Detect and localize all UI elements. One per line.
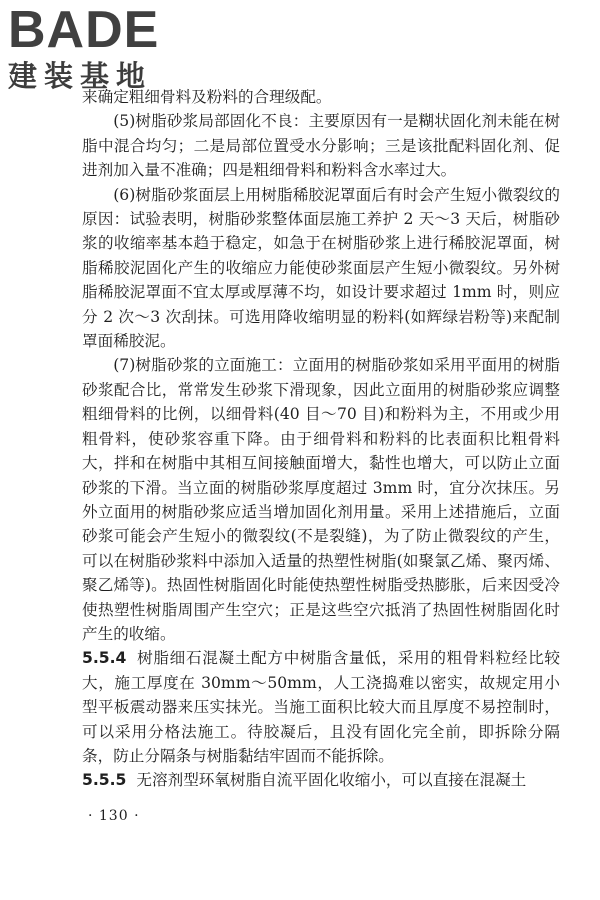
paragraph-item-7: (7)树脂砂浆的立面施工：立面用的树脂砂浆如采用平面用的树脂砂浆配合比，常常发生砂浆下滑现象，因此立面用的树脂砂浆应调整粗细骨料的比例，以细骨料(40 目～70 目)和粉料为主，不用或少用粗骨料，使砂浆容重下降。由于细骨料和粉料的比表面积比粗骨料大，拌和在树脂中其相互间接触面增大，黏性也增大，可以防止立面砂浆的下滑。当立面的树脂砂浆厚度超过 3mm 时，宜分次抹压。另外立面用的树脂砂浆应适当增加固化剂用量。采用上述措施后，立面砂浆可能会产生短小的微裂纹(不是裂缝)，为了防止微裂纹的产生，可以在树脂砂浆料中添加入适量的热塑性树脂(如聚氯乙烯、聚丙烯、聚乙烯等)。热固性树脂固化时能使热塑性树脂受热膨胀，后来因受冷使热塑性树脂周围产生空穴；正是这些空穴抵消了热固性树脂固化时产生的收缩。: [82, 356, 560, 643]
section-5-5-4: [82, 646, 560, 768]
section-number: 5.5.4: [82, 649, 127, 668]
paragraph-item-5: (5)树脂砂浆局部固化不良：主要原因有一是糊状固化剂未能在树脂中混合均匀；二是局部位置受水分影响；三是该批配料固化剂、促进剂加入量不准确；四是粗细骨料和粉料含水率过大。: [82, 112, 560, 180]
document-body: [82, 85, 560, 793]
bade-logo: [8, 1, 183, 96]
page-number: · 130 ·: [88, 808, 140, 824]
logo-brand-text: BADE: [8, 1, 160, 59]
section-text: 无溶剂型环氧树脂自流平固化收缩小，可以直接在混凝土: [136, 771, 527, 790]
section-5-5-5: [82, 768, 560, 792]
paragraph-continuation: 来确定粗细骨料及粉料的合理级配。: [82, 88, 332, 106]
section-number: 5.5.5: [82, 771, 127, 790]
paragraph-item-6: (6)树脂砂浆面层上用树脂稀胶泥罩面后有时会产生短小微裂纹的原因：试验表明，树脂砂浆整体面层施工养护 2 天～3 天后，树脂砂浆的收缩率基本趋于稳定，如急于在树脂砂浆上进行稀胶泥罩面，树脂稀胶泥固化产生的收缩应力能使砂浆面层产生短小微裂纹。另外树脂稀胶泥罩面不宜太厚或厚薄不均，如设计要求超过 1mm 时，则应分 2 次～3 次刮抹。可选用降收缩明显的粉料(如辉绿岩粉等)来配制罩面稀胶泥。: [82, 185, 560, 351]
logo-subtitle: 建装基地: [8, 59, 153, 93]
section-text: 树脂细石混凝土配方中树脂含量低，采用的粗骨料粒经比较大，施工厚度在 30mm～50mm，人工浇捣难以密实，故规定用小型平板震动器来压实抹光。当施工面积比较大而且厚度不易控制时，可以采用分格法施工。待胶凝后，且没有固化完全前，即拆除分隔条，防止分隔条与树脂黏结牢固而不能拆除。: [82, 649, 560, 765]
